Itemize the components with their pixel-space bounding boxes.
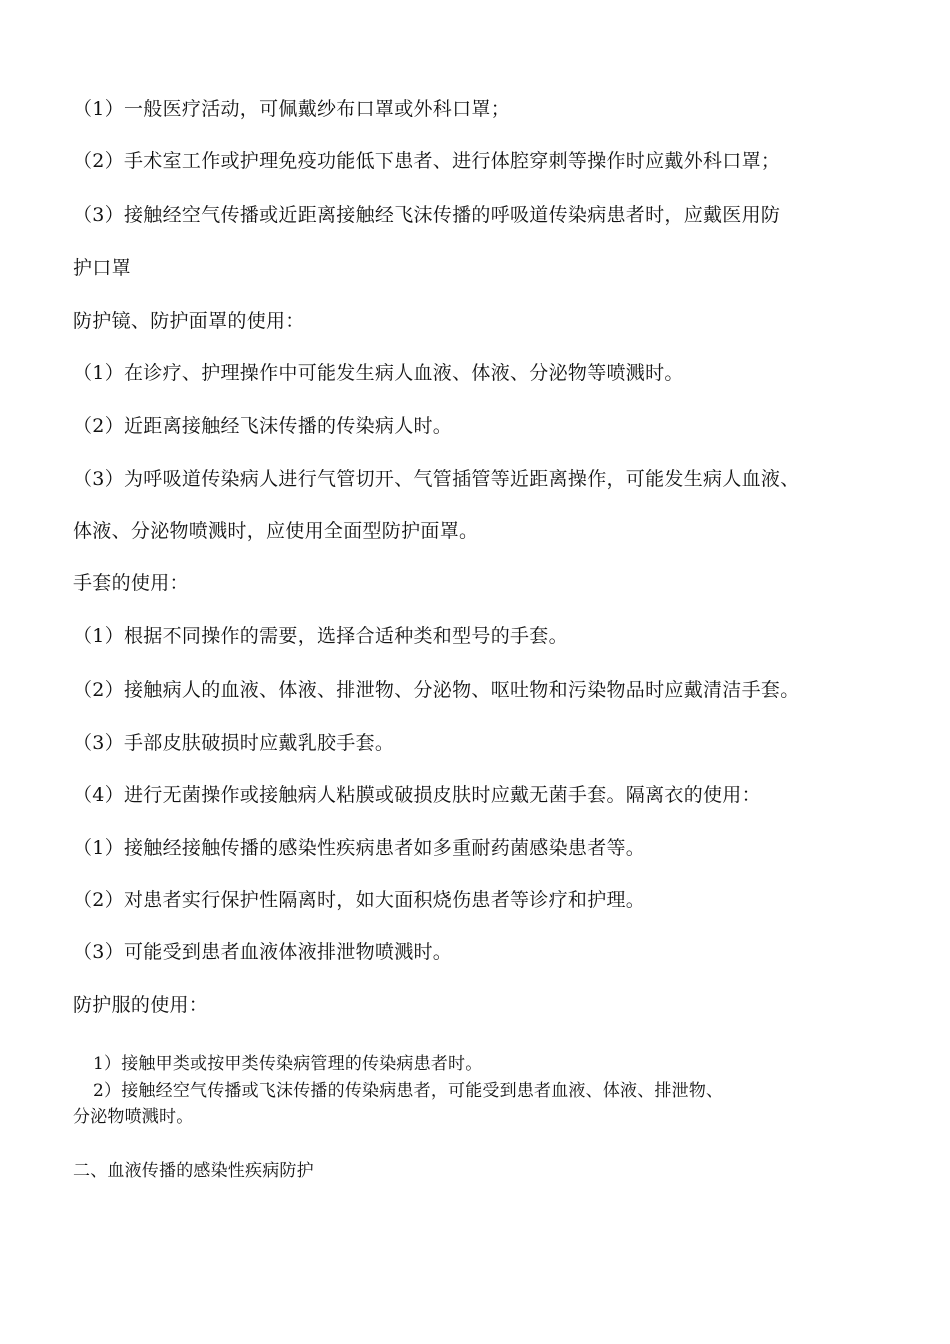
paragraph-line: （2）手术室工作或护理免疫功能低下患者、进行体腔穿刺等操作时应戴外科口罩； bbox=[73, 150, 781, 172]
section-label: 手套的使用： bbox=[73, 572, 189, 594]
paragraph-line: 护口罩 bbox=[73, 257, 131, 279]
paragraph-line: （3）为呼吸道传染病人进行气管切开、气管插管等近距离操作，可能发生病人血液、 bbox=[73, 468, 800, 490]
paragraph-line: （1）接触经接触传播的感染性疾病患者如多重耐药菌感染患者等。 bbox=[73, 837, 646, 859]
paragraph-line: （1）根据不同操作的需要，选择合适种类和型号的手套。 bbox=[73, 625, 568, 647]
paragraph-line: （2）近距离接触经飞沫传播的传染病人时。 bbox=[73, 415, 453, 437]
list-item: 分泌物喷溅时。 bbox=[73, 1107, 194, 1127]
paragraph-line: （1）在诊疗、护理操作中可能发生病人血液、体液、分泌物等喷溅时。 bbox=[73, 362, 684, 384]
paragraph-line: 体液、分泌物喷溅时，应使用全面型防护面罩。 bbox=[73, 520, 479, 542]
list-item: 2）接触经空气传播或飞沫传播的传染病患者，可能受到患者血液、体液、排泄物、 bbox=[93, 1081, 724, 1101]
section-label: 防护镜、防护面罩的使用： bbox=[73, 310, 305, 332]
section-heading: 二、血液传播的感染性疾病防护 bbox=[73, 1161, 314, 1181]
list-item: 1）接触甲类或按甲类传染病管理的传染病患者时。 bbox=[93, 1054, 483, 1074]
paragraph-line: （2）对患者实行保护性隔离时，如大面积烧伤患者等诊疗和护理。 bbox=[73, 889, 646, 911]
paragraph-line: （1）一般医疗活动，可佩戴纱布口罩或外科口罩； bbox=[73, 98, 510, 120]
paragraph-line: （2）接触病人的血液、体液、排泄物、分泌物、呕吐物和污染物品时应戴清洁手套。 bbox=[73, 679, 800, 701]
section-label: 防护服的使用： bbox=[73, 994, 209, 1016]
paragraph-line: （3）可能受到患者血液体液排泄物喷溅时。 bbox=[73, 941, 453, 963]
paragraph-line: （4）进行无菌操作或接触病人粘膜或破损皮肤时应戴无菌手套。隔离衣的使用： bbox=[73, 784, 761, 806]
paragraph-line: （3）手部皮肤破损时应戴乳胶手套。 bbox=[73, 732, 395, 754]
paragraph-line: （3）接触经空气传播或近距离接触经飞沫传播的呼吸道传染病患者时，应戴医用防 bbox=[73, 204, 781, 226]
